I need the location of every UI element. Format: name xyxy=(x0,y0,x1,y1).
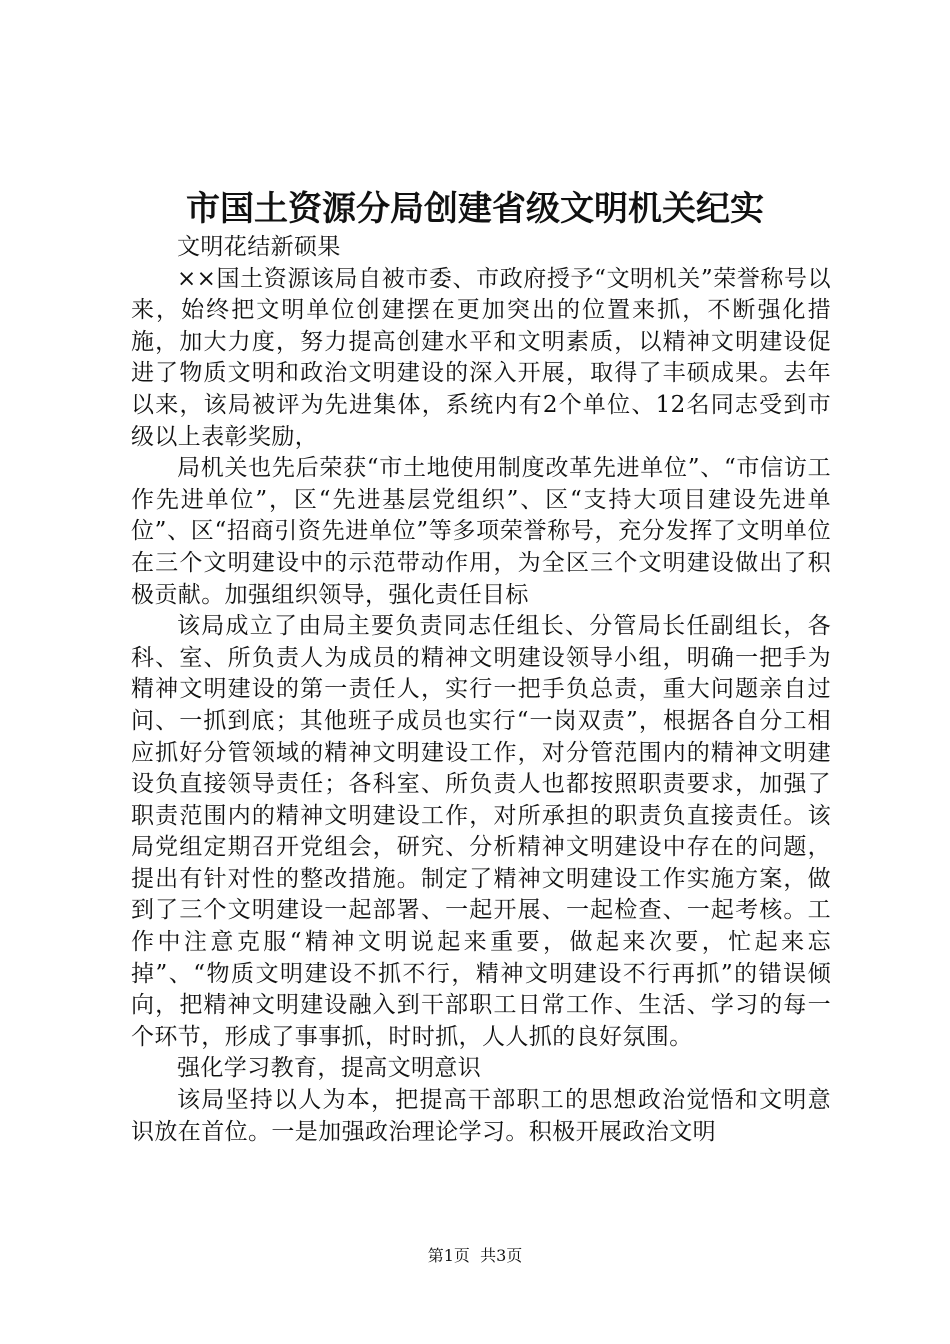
document-body xyxy=(131,232,831,1182)
document-title: 市国土资源分局创建省级文明机关纪实 xyxy=(186,189,764,229)
body-paragraph: ××国土资源该局自被市委、市政府授予“文明机关”荣誉称号以来，始终把文明单位创建摆在更加突出的位置来抓，不断强化措施，加大力度，努力提高创建水平和文明素质，以精神文明建设促进了物质文明和政治文明建设的深入开展，取得了丰硕成果。去年以来，该局被评为先进集体，系统内有2个单位、12名同志受到市级以上表彰奖励， xyxy=(131,265,831,450)
body-paragraph: 局机关也先后荣获“市土地使用制度改革先进单位”、“市信访工作先进单位”，区“先进基层党组织”、区“支持大项目建设先进单位”、区“招商引资先进单位”等多项荣誉称号，充分发挥了文明单位在三个文明建设中的示范带动作用，为全区三个文明建设做出了积极贡献。加强组织领导，强化责任目标 xyxy=(131,455,831,608)
section-heading: 文明花结新硕果 xyxy=(177,234,341,260)
page-total: 共3页 xyxy=(480,1246,523,1265)
body-paragraph: 该局成立了由局主要负责同志任组长、分管局长任副组长，各科、室、所负责人为成员的精神文明建设领导小组，明确一把手为精神文明建设的第一责任人，实行一把手负总责，重大问题亲自过问、一抓到底；其他班子成员也实行“一岗双责”，根据各自分工相应抓好分管领域的精神文明建设工作，对分管范围内的精神文明建设负直接领导责任；各科室、所负责人也都按照职责要求，加强了职责范围内的精神文明建设工作，对所承担的职责负直接责任。该局党组定期召开党组会，研究、分析精神文明建设中存在的问题，提出有针对性的整改措施。制定了精神文明建设工作实施方案，做到了三个文明建设一起部署、一起开展、一起检查、一起考核。工作中注意克服“精神文明说起来重要，做起来次要，忙起来忘掉”、“物质文明建设不抓不行，精神文明建设不行再抓”的错误倾向，把精神文明建设融入到干部职工日常工作、生活、学习的每一个环节，形成了事事抓，时时抓，人人抓的良好氛围。 xyxy=(131,613,831,1050)
page-footer xyxy=(0,1245,950,1267)
section-heading: 强化学习教育，提高文明意识 xyxy=(177,1055,482,1082)
body-paragraph: 该局坚持以人为本，把提高干部职工的思想政治觉悟和文明意识放在首位。一是加强政治理论学习。积极开展政治文明 xyxy=(131,1087,831,1145)
page-number: 第1页 xyxy=(427,1246,470,1265)
